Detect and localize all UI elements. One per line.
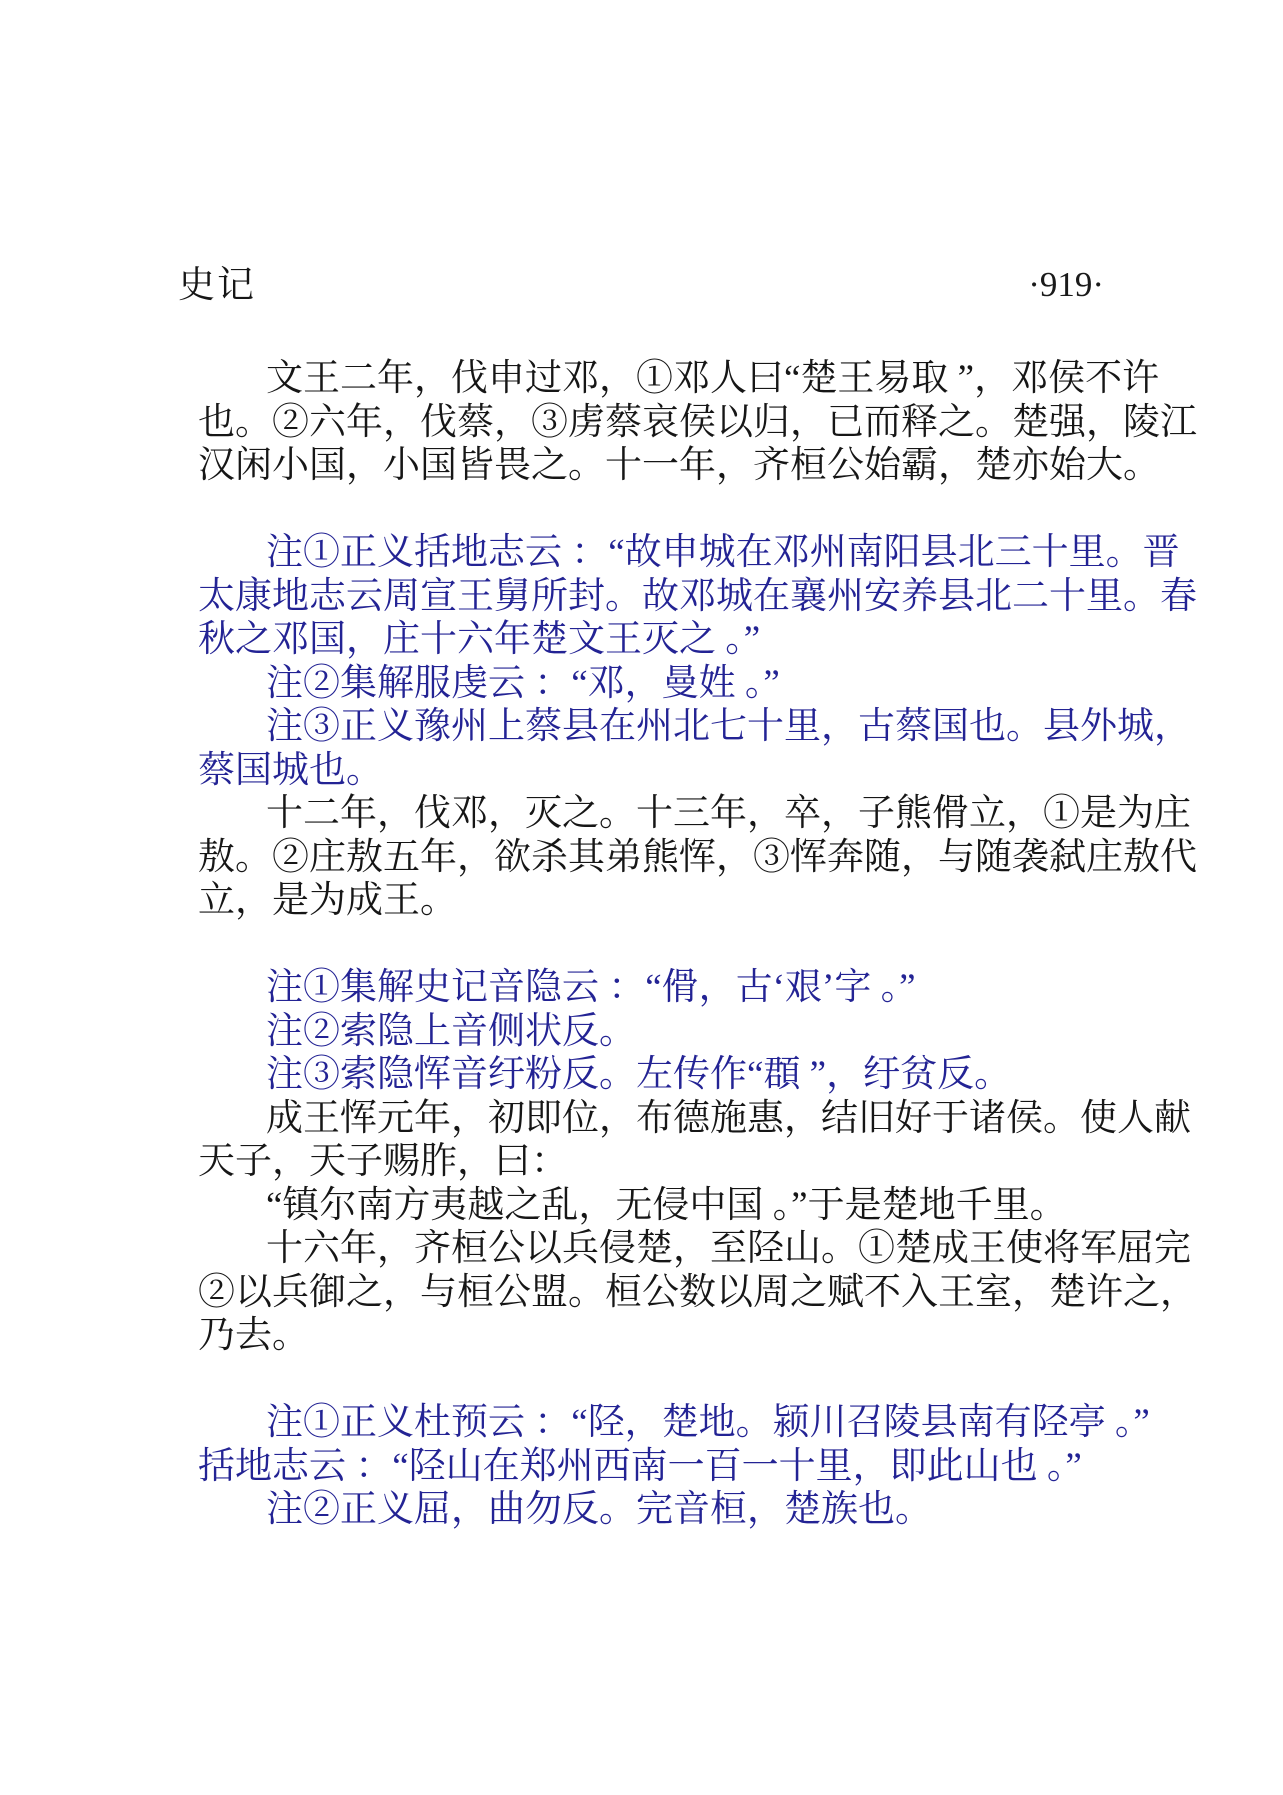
blank-line xyxy=(198,488,1158,532)
annotation-line: 注①正义杜预云 ：“陉，楚地。颍川召陵县南有陉亭 。” xyxy=(266,1402,1150,1443)
annotation-line: 秋之邓国，庄十六年楚文王灭之 。” xyxy=(198,619,761,660)
body-line: ②以兵御之，与桓公盟。桓公数以周之赋不入王室，楚许之， xyxy=(198,1271,1197,1313)
body-line: 乃去。 xyxy=(198,1315,309,1356)
annotation-line: 注①正义括地志云 ：“故申城在邓州南阳县北三十里。晋 xyxy=(266,532,1180,573)
annotation-line: 注①集解史记音隐云 ：“傦，古‘艰’字 。” xyxy=(266,967,916,1008)
annotation-line: 注③正义豫州上蔡县在州北七十里，古蔡国也。县外城， xyxy=(266,706,1191,747)
body-line: 十六年，齐桓公以兵侵楚，至陉山。①楚成王使将军屈完 xyxy=(266,1228,1191,1269)
annotation-line: 注②集解服虔云 ：“邓，曼姓 。” xyxy=(266,662,780,704)
annotation-line: 注②索隐上音侧状反。 xyxy=(266,1010,636,1052)
page-number: ·919· xyxy=(1028,265,1104,304)
annotation-line: 注③索隐恽音纡粉反。左传作“頵 ”，纡贫反。 xyxy=(266,1054,1012,1095)
annotation-line: 蔡国城也。 xyxy=(198,749,383,791)
body-line: 十二年，伐邓，灭之。十三年，卒，子熊傦立，①是为庄 xyxy=(266,793,1191,834)
body-line: 天子，天子赐胙，曰： xyxy=(198,1141,568,1182)
body-line: 立，是为成王。 xyxy=(198,880,457,921)
annotation-line: 注②正义屈，曲勿反。完音桓，楚族也。 xyxy=(266,1489,932,1530)
body-line: 文王二年，伐申过邓，①邓人曰“楚王易取 ”，邓侯不许 xyxy=(266,358,1160,399)
body-line: 汉闲小国，小国皆畏之。十一年，齐桓公始霸，楚亦始大。 xyxy=(198,445,1160,486)
annotation-line: 太康地志云周宣王舅所封。故邓城在襄州安养县北二十里。春 xyxy=(198,575,1197,617)
annotation-line: 括地志云 ：“陉山在郑州西南一百一十里，即此山也 。” xyxy=(198,1445,1082,1487)
blank-line xyxy=(198,1358,1158,1402)
body-line: 也。②六年，伐蔡，③虏蔡哀侯以归，已而释之。楚强，陵江 xyxy=(198,401,1197,443)
book-title: 史记 xyxy=(178,265,256,306)
body-line: 成王恽元年，初即位，布德施惠，结旧好于诸侯。使人献 xyxy=(266,1097,1191,1139)
body-line: 敖。②庄敖五年，欲杀其弟熊恽，③恽奔随，与随袭弑庄敖代 xyxy=(198,836,1197,878)
page-body-text xyxy=(198,357,1197,1532)
body-line: “镇尔南方夷越之乱，无侵中国 。”于是楚地千里。 xyxy=(266,1184,1067,1226)
page-header xyxy=(178,266,1104,307)
blank-line xyxy=(198,923,1158,967)
